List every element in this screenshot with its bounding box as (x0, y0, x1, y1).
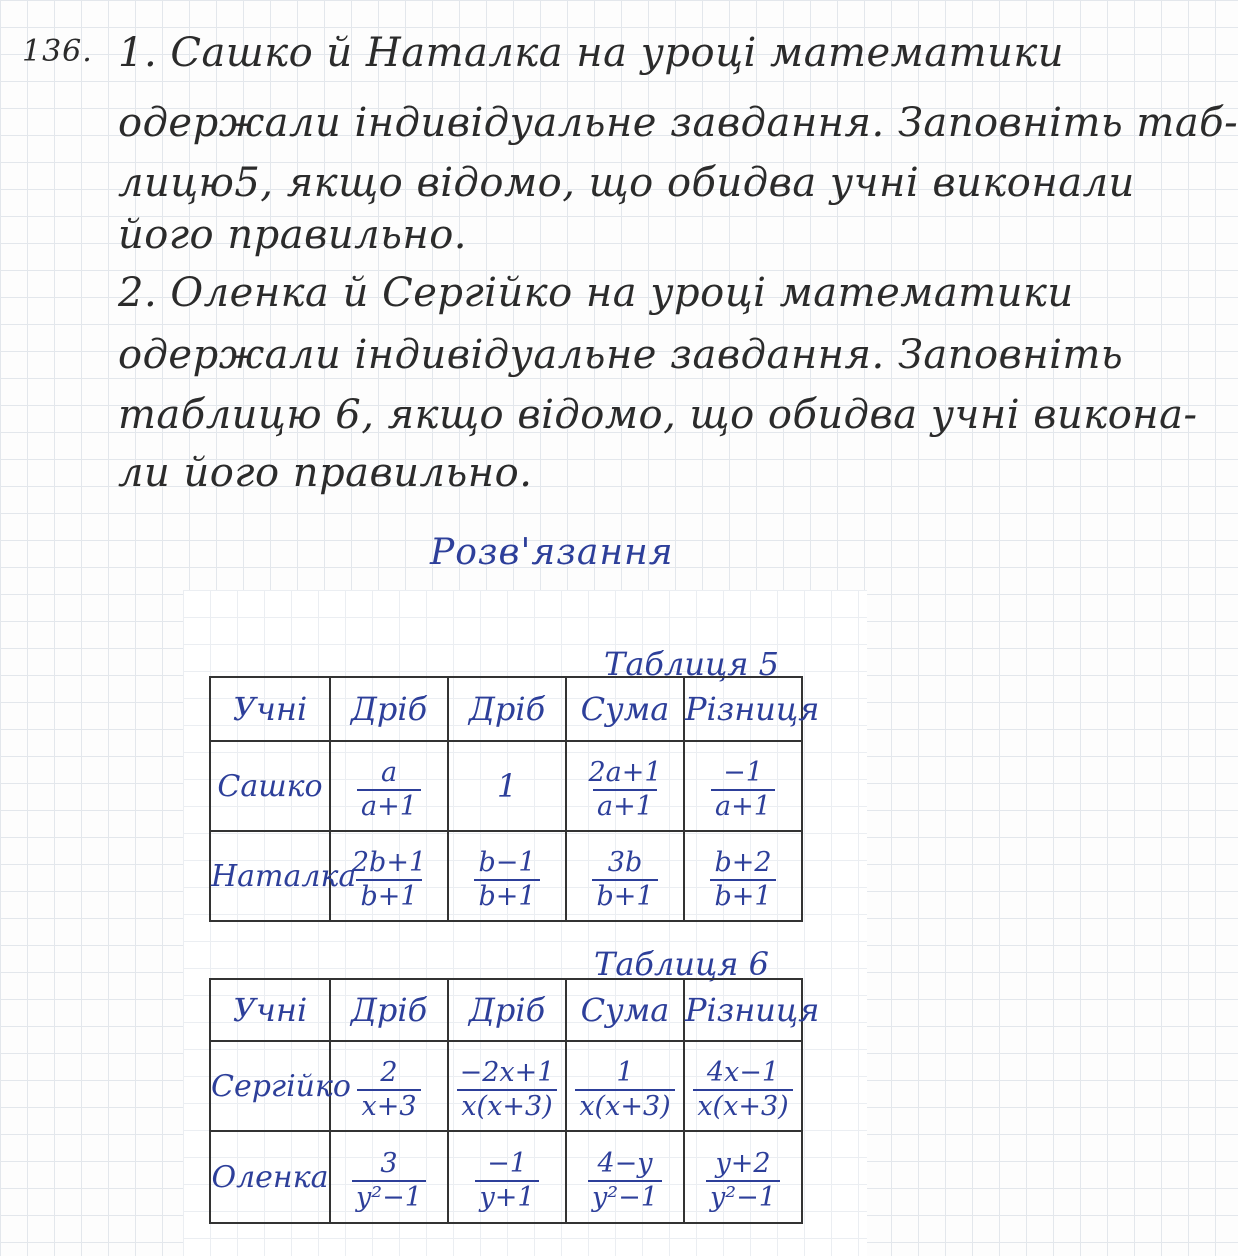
task-line-2: одержали індивідуальне завдання. Заповніть таб- (118, 100, 1238, 146)
table5-row (210, 831, 802, 921)
task-line-8: ли його правильно. (118, 450, 533, 496)
fraction (475, 1147, 538, 1213)
fraction-numerator: b+2 (714, 846, 772, 878)
fraction (352, 1147, 426, 1213)
table6-header-row (210, 979, 802, 1041)
table5-row (210, 741, 802, 831)
table6 (209, 978, 820, 1224)
fraction (575, 1056, 674, 1122)
table5-caption: Таблиця 5 (604, 645, 779, 683)
fraction-denominator: a+1 (711, 789, 775, 821)
fraction-denominator: y²−1 (706, 1180, 780, 1212)
table5-value-cell (684, 741, 802, 831)
task-line-5: 2. Оленка й Сергійко на уроці математики (118, 270, 1074, 316)
fraction-numerator: −1 (723, 756, 763, 788)
fraction-denominator: x(x+3) (575, 1089, 674, 1121)
table6-header-cell: Сума (566, 979, 684, 1041)
table6-student-name: Сергійко (210, 1041, 330, 1131)
table5-student-name: Наталка (210, 831, 330, 921)
table5-student-name: Сашко (210, 741, 330, 831)
fraction (710, 846, 775, 912)
table5 (209, 676, 820, 922)
fraction-numerator: 4x−1 (706, 1056, 780, 1088)
fraction (592, 846, 657, 912)
fraction-denominator: y²−1 (352, 1180, 426, 1212)
problem-number: 136. (22, 34, 93, 69)
fraction-numerator: 3b (607, 846, 643, 878)
table5-value-cell (566, 831, 684, 921)
fraction-denominator: y+1 (475, 1180, 538, 1212)
table5-header-row (210, 677, 802, 741)
fraction-numerator: 1 (616, 1056, 634, 1088)
table5-value-cell (448, 741, 566, 831)
fraction-denominator: b+1 (474, 879, 539, 911)
table5-header-cell: Дріб (448, 677, 566, 741)
cell-value: 1 (496, 767, 518, 805)
task-line-3: лицю5, якщо відомо, що обидва учні виконали (118, 160, 1135, 206)
task-line-4: його правильно. (118, 212, 468, 258)
table5-value-cell (330, 741, 448, 831)
fraction-denominator: b+1 (710, 879, 775, 911)
table5-header-cell: Дріб (330, 677, 448, 741)
solution-title: Розв'язання (430, 532, 674, 573)
fraction-denominator: b+1 (356, 879, 421, 911)
table6-caption: Таблиця 6 (594, 945, 769, 983)
table6-student-name: Оленка (210, 1131, 330, 1223)
table5-value-cell (684, 831, 802, 921)
fraction (693, 1056, 792, 1122)
table5-header-cell: Учні (210, 677, 330, 741)
table6-value-cell (684, 1041, 802, 1131)
fraction (711, 756, 775, 822)
task-line-1: 1. Сашко й Наталка на уроці математики (118, 30, 1064, 76)
table6-header-cell: Дріб (448, 979, 566, 1041)
fraction (706, 1147, 780, 1213)
table6-header-cell: Учні (210, 979, 330, 1041)
table5-value-cell (566, 741, 684, 831)
table6-row (210, 1041, 802, 1131)
table6-row (210, 1131, 802, 1223)
fraction-numerator: 3 (380, 1147, 398, 1179)
fraction (584, 756, 665, 822)
table6-value-cell (684, 1131, 802, 1223)
task-line-6: одержали індивідуальне завдання. Заповніть (118, 332, 1124, 378)
fraction (348, 846, 430, 912)
fraction-denominator: y²−1 (588, 1180, 662, 1212)
fraction-numerator: a (380, 756, 398, 788)
table5-value-cell (448, 831, 566, 921)
table5-header-cell: Сума (566, 677, 684, 741)
fraction-numerator: 2a+1 (588, 756, 662, 788)
fraction-denominator: a+1 (593, 789, 657, 821)
fraction-numerator: 2 (380, 1056, 398, 1088)
table6-value-cell (566, 1131, 684, 1223)
fraction-denominator: x+3 (357, 1089, 420, 1121)
fraction-numerator: y+2 (715, 1147, 771, 1179)
fraction (357, 756, 421, 822)
fraction (588, 1147, 662, 1213)
table5-value-cell (330, 831, 448, 921)
table6-value-cell (448, 1041, 566, 1131)
fraction-denominator: x(x+3) (457, 1089, 556, 1121)
table6-header-cell: Дріб (330, 979, 448, 1041)
table6-value-cell (566, 1041, 684, 1131)
fraction-numerator: 2b+1 (351, 846, 427, 878)
table6-value-cell (330, 1131, 448, 1223)
fraction-denominator: a+1 (357, 789, 421, 821)
fraction-numerator: −1 (487, 1147, 527, 1179)
fraction-denominator: x(x+3) (693, 1089, 792, 1121)
table6-header-cell: Різниця (684, 979, 802, 1041)
table5-header-cell: Різниця (684, 677, 802, 741)
fraction-numerator: 4−y (597, 1147, 653, 1179)
fraction (357, 1056, 420, 1122)
fraction (474, 846, 539, 912)
fraction-denominator: b+1 (592, 879, 657, 911)
fraction-numerator: −2x+1 (459, 1056, 555, 1088)
fraction (456, 1056, 559, 1122)
table6-value-cell (448, 1131, 566, 1223)
fraction-numerator: b−1 (478, 846, 536, 878)
task-line-7: таблицю 6, якщо відомо, що обидва учні викона- (118, 392, 1198, 438)
